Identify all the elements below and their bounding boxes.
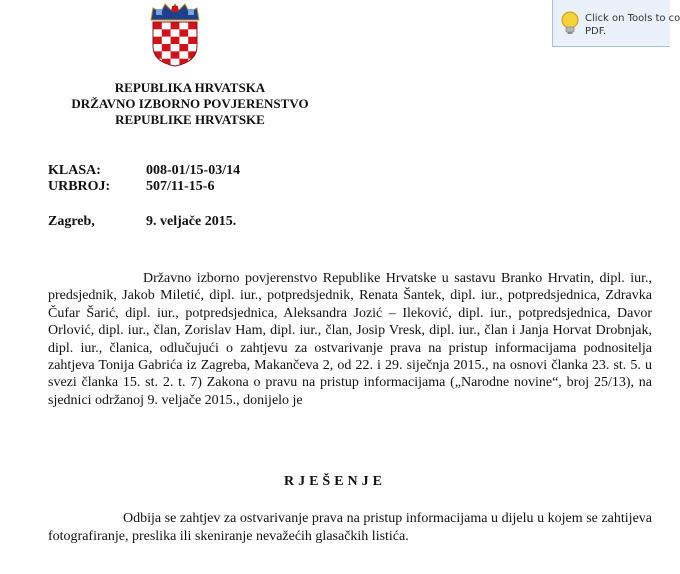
- document-date: [48, 214, 236, 230]
- klasa-label: KLASA:: [48, 163, 101, 178]
- shield-square: [171, 51, 180, 59]
- document-reference: [48, 163, 240, 195]
- shield-square: [162, 29, 171, 37]
- shield-square: [162, 51, 171, 59]
- shield-square: [153, 59, 162, 67]
- shield-square: [179, 44, 188, 52]
- tooltip-text: Click on Tools to co PDF.: [585, 13, 680, 37]
- klasa-row: [48, 163, 240, 179]
- shield-square: [153, 22, 162, 30]
- shield-square: [162, 37, 171, 45]
- shield-square: [171, 37, 180, 45]
- klasa-value: 008-01/15-03/14: [146, 163, 241, 178]
- shield-square: [188, 37, 197, 45]
- decision-paragraph: Odbija se zahtjev za ostvarivanje prava na pristup informacijama u dijelu u kojem se zahtijeva fotografiranje, preslika ili skeniranje nevažećih glasačkih listića.: [48, 511, 652, 544]
- shield-square: [171, 44, 180, 52]
- institution-header: [40, 80, 340, 128]
- intro-paragraph: Državno izborno povjerenstvo Republike Hrvatske u sastavu Branko Hrvatin, dipl. iur., predsjednik, Jakob Miletić, dipl. iur., potpredsjednik, Renata Šantek, dipl. iur., potpredsjednica, Zdravka Čufar Šarić, dipl. iur., potpredsjednica, Aleksandra Jozić – Ileković, dipl. iur., potpredsjednica, Davor Orlović, dipl. iur., član, Zorislav Ham, dipl. iur., član, Josip Vresk, dipl. iur., član i Janja Horvat Drobnjak, dipl. iur., članica, odlučujući o zahtjevu za ostvarivanje prava na pristup informacijama podnositelja zahtjeva Tonija Gabrića iz Zagreba, Makančeva 2, od 22. i 29. siječnja 2015., na osnovi članka 23. st. 5. u svezi članka 15. st. 2. t. 7) Zakona o pravu na pristup informacijama („Narodne novine“, broj 25/13), na sjednici održanoj 9. veljače 2015., donijelo je: [48, 271, 652, 408]
- shield-square: [162, 44, 171, 52]
- urbroj-label: URBROJ:: [48, 179, 111, 194]
- shield-square: [153, 37, 162, 45]
- header-line-1: REPUBLIKA HRVATSKA: [114, 80, 266, 95]
- shield-square: [179, 29, 188, 37]
- decision-title: RJEŠENJE: [283, 474, 387, 489]
- urbroj-value: 507/11-15-6: [146, 179, 215, 194]
- shield-square: [162, 22, 171, 30]
- shield-square: [188, 29, 197, 37]
- shield-square: [188, 22, 197, 30]
- date-value: 9. veljače 2015.: [146, 214, 237, 229]
- shield-square: [153, 44, 162, 52]
- shield-square: [188, 59, 197, 67]
- shield-square: [171, 22, 180, 30]
- lightbulb-icon: [559, 10, 581, 36]
- header-line-3: REPUBLIKE HRVATSKE: [115, 112, 265, 127]
- shield-square: [153, 29, 162, 37]
- coat-crown: [151, 4, 199, 20]
- shield-square: [179, 51, 188, 59]
- header-line-2: DRŽAVNO IZBORNO POVJERENSTVO: [71, 96, 309, 111]
- tools-tooltip[interactable]: [552, 0, 680, 47]
- urbroj-row: [48, 179, 240, 195]
- shield-square: [179, 22, 188, 30]
- croatian-coat-of-arms: [147, 2, 203, 68]
- shield-square: [171, 29, 180, 37]
- shield-square: [188, 44, 197, 52]
- date-city: Zagreb,: [48, 214, 95, 229]
- shield-square: [179, 37, 188, 45]
